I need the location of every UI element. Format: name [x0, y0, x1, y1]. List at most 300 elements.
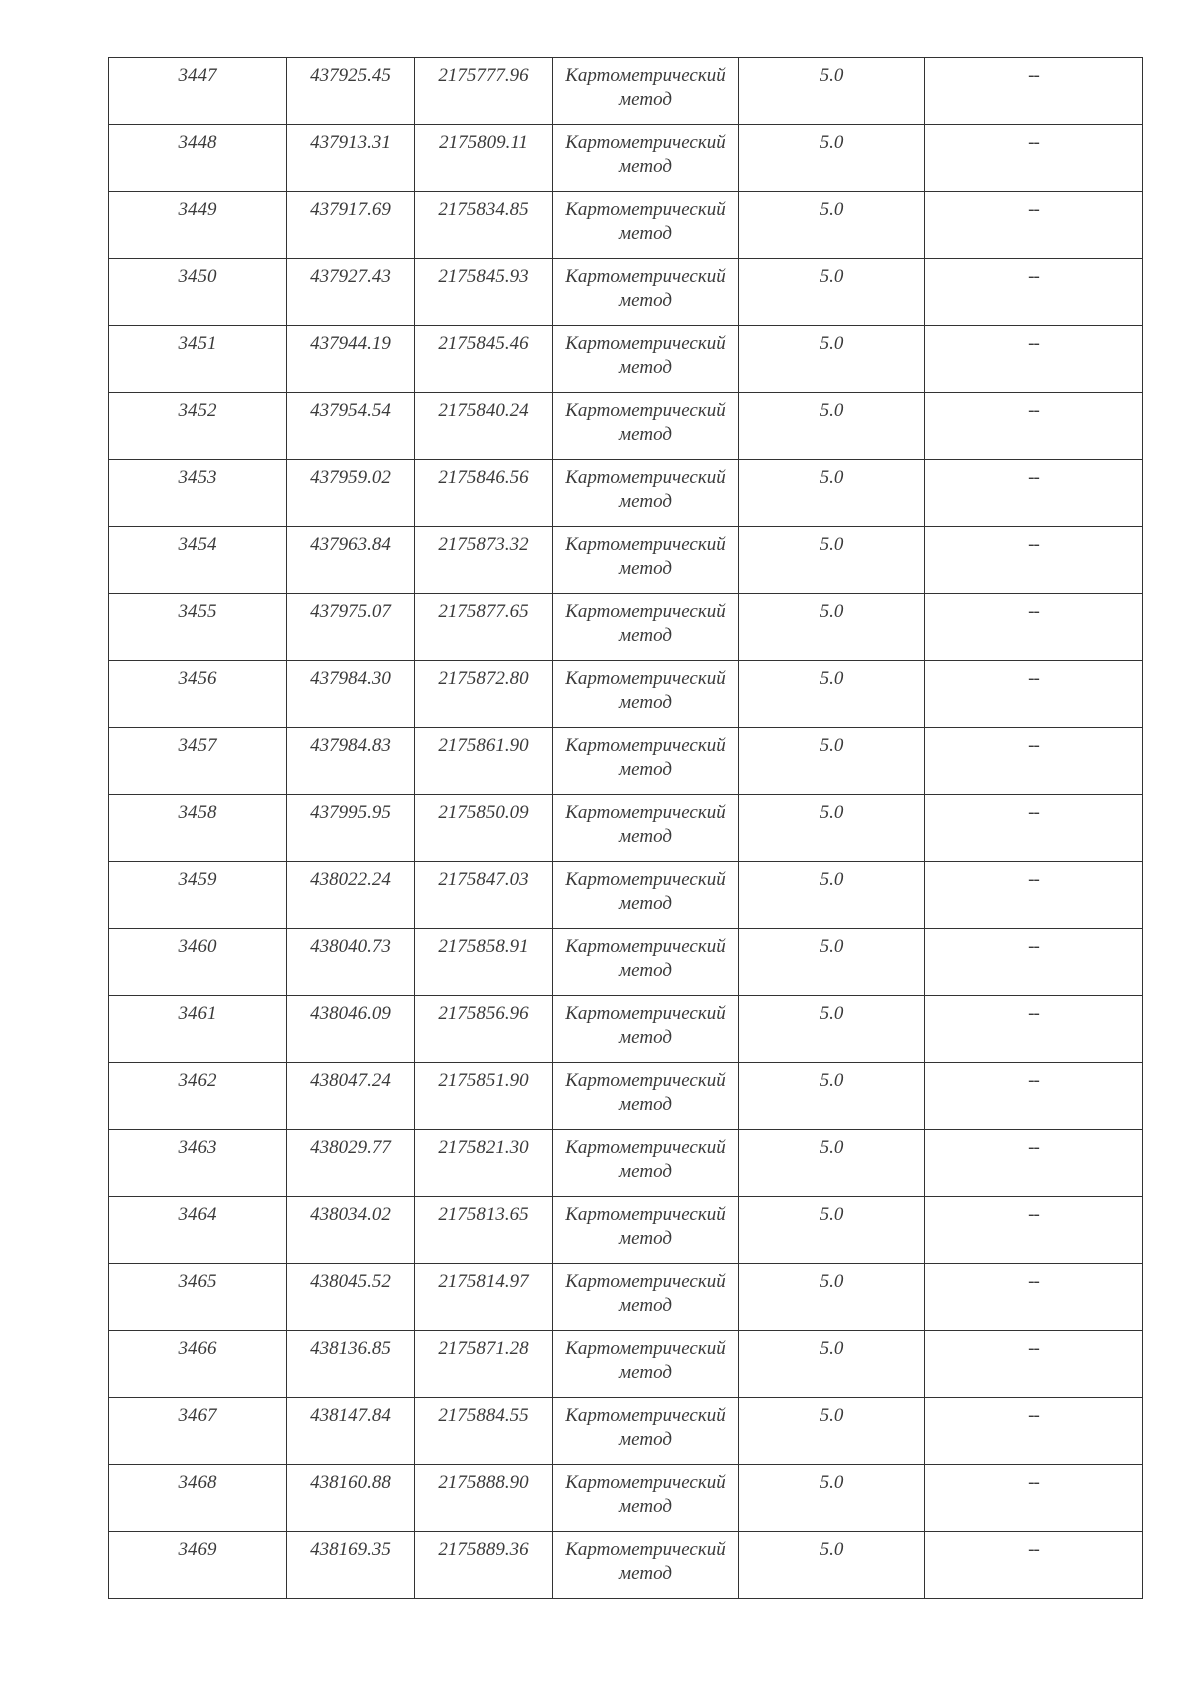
point-number-cell: [109, 125, 287, 192]
x-coordinate-cell: [287, 1063, 415, 1130]
accuracy-cell: [739, 795, 925, 862]
method-cell: [553, 58, 739, 125]
x-coordinate-cell: [287, 259, 415, 326]
table-row: [109, 527, 1143, 594]
method-line-1: Картометрический: [565, 534, 726, 555]
point-number: 3466: [178, 1338, 217, 1359]
y-coordinate-cell: [415, 393, 553, 460]
accuracy-cell: [739, 1398, 925, 1465]
remark-value: --: [1028, 1070, 1039, 1091]
y-coordinate-cell: [415, 1130, 553, 1197]
method-cell: [553, 393, 739, 460]
y-coordinate: 2175888.90: [438, 1472, 529, 1493]
x-coordinate-cell: [287, 862, 415, 929]
y-coordinate: 2175861.90: [438, 735, 529, 756]
x-coordinate-cell: [287, 1465, 415, 1532]
method-cell: [553, 1398, 739, 1465]
point-number: 3468: [178, 1472, 217, 1493]
point-number-cell: [109, 661, 287, 728]
point-number: 3469: [178, 1539, 217, 1560]
method-cell: [553, 1130, 739, 1197]
point-number-cell: [109, 795, 287, 862]
x-coordinate: 437995.95: [310, 802, 391, 823]
table-row: [109, 326, 1143, 393]
remark-cell: [925, 661, 1143, 728]
y-coordinate-cell: [415, 1398, 553, 1465]
remark-value: --: [1028, 266, 1039, 287]
method-cell: [553, 1331, 739, 1398]
x-coordinate-cell: [287, 527, 415, 594]
x-coordinate-cell: [287, 460, 415, 527]
x-coordinate: 437927.43: [310, 266, 391, 287]
method-cell: [553, 1197, 739, 1264]
x-coordinate-cell: [287, 929, 415, 996]
x-coordinate: 437984.83: [310, 735, 391, 756]
y-coordinate-cell: [415, 1465, 553, 1532]
x-coordinate-cell: [287, 393, 415, 460]
method-line-2: метод: [619, 1563, 672, 1584]
remark-cell: [925, 862, 1143, 929]
accuracy-value: 5.0: [819, 1204, 844, 1225]
point-number: 3457: [178, 735, 217, 756]
accuracy-value: 5.0: [819, 199, 844, 220]
remark-cell: [925, 125, 1143, 192]
accuracy-cell: [739, 594, 925, 661]
x-coordinate-cell: [287, 1264, 415, 1331]
x-coordinate: 438169.35: [310, 1539, 391, 1560]
remark-cell: [925, 728, 1143, 795]
y-coordinate: 2175873.32: [438, 534, 529, 555]
accuracy-value: 5.0: [819, 668, 844, 689]
y-coordinate: 2175856.96: [438, 1003, 529, 1024]
accuracy-cell: [739, 326, 925, 393]
table-row: [109, 1197, 1143, 1264]
remark-cell: [925, 1465, 1143, 1532]
y-coordinate-cell: [415, 259, 553, 326]
accuracy-cell: [739, 1197, 925, 1264]
point-number-cell: [109, 862, 287, 929]
method-line-2: метод: [619, 759, 672, 780]
point-number-cell: [109, 1264, 287, 1331]
x-coordinate: 437925.45: [310, 65, 391, 86]
y-coordinate: 2175889.36: [438, 1539, 529, 1560]
method-line-2: метод: [619, 1429, 672, 1450]
y-coordinate-cell: [415, 862, 553, 929]
x-coordinate-cell: [287, 1197, 415, 1264]
y-coordinate: 2175846.56: [438, 467, 529, 488]
y-coordinate-cell: [415, 1331, 553, 1398]
y-coordinate: 2175877.65: [438, 601, 529, 622]
accuracy-value: 5.0: [819, 1271, 844, 1292]
x-coordinate-cell: [287, 728, 415, 795]
x-coordinate-cell: [287, 326, 415, 393]
method-line-2: метод: [619, 89, 672, 110]
x-coordinate: 437975.07: [310, 601, 391, 622]
remark-cell: [925, 795, 1143, 862]
accuracy-cell: [739, 1264, 925, 1331]
point-number: 3450: [178, 266, 217, 287]
accuracy-cell: [739, 259, 925, 326]
x-coordinate: 438160.88: [310, 1472, 391, 1493]
accuracy-cell: [739, 527, 925, 594]
y-coordinate-cell: [415, 527, 553, 594]
x-coordinate-cell: [287, 661, 415, 728]
method-cell: [553, 125, 739, 192]
table-row: [109, 661, 1143, 728]
point-number: 3458: [178, 802, 217, 823]
y-coordinate-cell: [415, 728, 553, 795]
y-coordinate-cell: [415, 795, 553, 862]
accuracy-cell: [739, 929, 925, 996]
point-number: 3451: [178, 333, 217, 354]
remark-value: --: [1028, 333, 1039, 354]
accuracy-value: 5.0: [819, 869, 844, 890]
accuracy-cell: [739, 661, 925, 728]
method-cell: [553, 326, 739, 393]
method-cell: [553, 259, 739, 326]
remark-cell: [925, 192, 1143, 259]
method-line-1: Картометрический: [565, 1070, 726, 1091]
accuracy-value: 5.0: [819, 1472, 844, 1493]
accuracy-value: 5.0: [819, 1405, 844, 1426]
method-line-1: Картометрический: [565, 1003, 726, 1024]
method-line-1: Картометрический: [565, 333, 726, 354]
x-coordinate-cell: [287, 1331, 415, 1398]
remark-cell: [925, 326, 1143, 393]
remark-cell: [925, 1063, 1143, 1130]
accuracy-cell: [739, 1130, 925, 1197]
x-coordinate-cell: [287, 58, 415, 125]
remark-value: --: [1028, 1271, 1039, 1292]
y-coordinate: 2175821.30: [438, 1137, 529, 1158]
point-number-cell: [109, 259, 287, 326]
method-line-2: метод: [619, 692, 672, 713]
method-line-2: метод: [619, 424, 672, 445]
remark-cell: [925, 393, 1143, 460]
remark-value: --: [1028, 668, 1039, 689]
x-coordinate: 437984.30: [310, 668, 391, 689]
y-coordinate-cell: [415, 1197, 553, 1264]
point-number-cell: [109, 728, 287, 795]
method-line-1: Картометрический: [565, 601, 726, 622]
accuracy-value: 5.0: [819, 132, 844, 153]
point-number-cell: [109, 929, 287, 996]
point-number: 3452: [178, 400, 217, 421]
method-cell: [553, 192, 739, 259]
remark-cell: [925, 1532, 1143, 1599]
point-number: 3449: [178, 199, 217, 220]
y-coordinate: 2175777.96: [438, 65, 529, 86]
table-row: [109, 862, 1143, 929]
method-line-2: метод: [619, 625, 672, 646]
remark-cell: [925, 1398, 1143, 1465]
remark-value: --: [1028, 1539, 1039, 1560]
accuracy-cell: [739, 1465, 925, 1532]
remark-value: --: [1028, 869, 1039, 890]
y-coordinate-cell: [415, 125, 553, 192]
method-cell: [553, 527, 739, 594]
accuracy-value: 5.0: [819, 400, 844, 421]
remark-value: --: [1028, 1003, 1039, 1024]
y-coordinate-cell: [415, 460, 553, 527]
method-line-1: Картометрический: [565, 1137, 726, 1158]
remark-value: --: [1028, 199, 1039, 220]
remark-value: --: [1028, 802, 1039, 823]
coordinates-table-body: [109, 58, 1143, 1599]
method-cell: [553, 1465, 739, 1532]
accuracy-value: 5.0: [819, 534, 844, 555]
method-line-1: Картометрический: [565, 869, 726, 890]
x-coordinate-cell: [287, 1398, 415, 1465]
table-row: [109, 1465, 1143, 1532]
y-coordinate: 2175809.11: [439, 132, 528, 153]
y-coordinate: 2175850.09: [438, 802, 529, 823]
x-coordinate: 438045.52: [310, 1271, 391, 1292]
table-row: [109, 1532, 1143, 1599]
x-coordinate-cell: [287, 795, 415, 862]
table-row: [109, 393, 1143, 460]
remark-cell: [925, 1130, 1143, 1197]
table-row: [109, 795, 1143, 862]
method-line-1: Картометрический: [565, 1271, 726, 1292]
method-line-2: метод: [619, 491, 672, 512]
table-row: [109, 728, 1143, 795]
method-cell: [553, 1264, 739, 1331]
point-number-cell: [109, 1532, 287, 1599]
point-number: 3463: [178, 1137, 217, 1158]
point-number: 3461: [178, 1003, 217, 1024]
accuracy-value: 5.0: [819, 802, 844, 823]
method-cell: [553, 460, 739, 527]
method-line-1: Картометрический: [565, 802, 726, 823]
x-coordinate: 437959.02: [310, 467, 391, 488]
method-cell: [553, 862, 739, 929]
point-number-cell: [109, 1465, 287, 1532]
point-number: 3465: [178, 1271, 217, 1292]
table-row: [109, 192, 1143, 259]
table-row: [109, 259, 1143, 326]
accuracy-value: 5.0: [819, 467, 844, 488]
accuracy-value: 5.0: [819, 1070, 844, 1091]
remark-value: --: [1028, 1204, 1039, 1225]
remark-value: --: [1028, 400, 1039, 421]
remark-value: --: [1028, 65, 1039, 86]
remark-value: --: [1028, 467, 1039, 488]
method-line-1: Картометрический: [565, 65, 726, 86]
accuracy-cell: [739, 1063, 925, 1130]
x-coordinate-cell: [287, 192, 415, 259]
x-coordinate: 438046.09: [310, 1003, 391, 1024]
y-coordinate: 2175845.46: [438, 333, 529, 354]
point-number-cell: [109, 1197, 287, 1264]
method-line-2: метод: [619, 1295, 672, 1316]
x-coordinate-cell: [287, 594, 415, 661]
method-line-1: Картометрический: [565, 1338, 726, 1359]
method-cell: [553, 929, 739, 996]
y-coordinate-cell: [415, 929, 553, 996]
remark-cell: [925, 259, 1143, 326]
method-line-2: метод: [619, 223, 672, 244]
y-coordinate: 2175840.24: [438, 400, 529, 421]
remark-value: --: [1028, 1137, 1039, 1158]
point-number: 3456: [178, 668, 217, 689]
accuracy-cell: [739, 1331, 925, 1398]
y-coordinate: 2175884.55: [438, 1405, 529, 1426]
x-coordinate: 437963.84: [310, 534, 391, 555]
y-coordinate: 2175872.80: [438, 668, 529, 689]
method-line-2: метод: [619, 1228, 672, 1249]
accuracy-cell: [739, 393, 925, 460]
y-coordinate: 2175851.90: [438, 1070, 529, 1091]
remark-value: --: [1028, 936, 1039, 957]
method-line-2: метод: [619, 357, 672, 378]
accuracy-cell: [739, 460, 925, 527]
method-line-2: метод: [619, 1027, 672, 1048]
x-coordinate: 437913.31: [310, 132, 391, 153]
method-cell: [553, 1063, 739, 1130]
method-line-1: Картометрический: [565, 735, 726, 756]
point-number: 3459: [178, 869, 217, 890]
point-number-cell: [109, 1130, 287, 1197]
method-cell: [553, 1532, 739, 1599]
point-number: 3447: [178, 65, 217, 86]
remark-value: --: [1028, 534, 1039, 555]
x-coordinate-cell: [287, 996, 415, 1063]
remark-cell: [925, 58, 1143, 125]
method-cell: [553, 795, 739, 862]
point-number: 3464: [178, 1204, 217, 1225]
method-cell: [553, 661, 739, 728]
method-line-1: Картометрический: [565, 936, 726, 957]
remark-value: --: [1028, 132, 1039, 153]
table-row: [109, 996, 1143, 1063]
accuracy-value: 5.0: [819, 601, 844, 622]
table-row: [109, 1264, 1143, 1331]
x-coordinate: 438040.73: [310, 936, 391, 957]
accuracy-value: 5.0: [819, 735, 844, 756]
remark-value: --: [1028, 1405, 1039, 1426]
table-row: [109, 1130, 1143, 1197]
remark-value: --: [1028, 1338, 1039, 1359]
accuracy-value: 5.0: [819, 936, 844, 957]
method-line-2: метод: [619, 156, 672, 177]
table-row: [109, 1398, 1143, 1465]
remark-cell: [925, 594, 1143, 661]
x-coordinate: 438022.24: [310, 869, 391, 890]
point-number: 3462: [178, 1070, 217, 1091]
y-coordinate-cell: [415, 661, 553, 728]
y-coordinate-cell: [415, 594, 553, 661]
accuracy-cell: [739, 192, 925, 259]
accuracy-cell: [739, 862, 925, 929]
x-coordinate: 437944.19: [310, 333, 391, 354]
method-line-2: метод: [619, 960, 672, 981]
remark-cell: [925, 1197, 1143, 1264]
accuracy-value: 5.0: [819, 333, 844, 354]
x-coordinate: 438034.02: [310, 1204, 391, 1225]
accuracy-value: 5.0: [819, 1003, 844, 1024]
point-number-cell: [109, 58, 287, 125]
table-row: [109, 594, 1143, 661]
table-row: [109, 125, 1143, 192]
point-number: 3448: [178, 132, 217, 153]
y-coordinate-cell: [415, 1264, 553, 1331]
method-line-1: Картометрический: [565, 1204, 726, 1225]
point-number-cell: [109, 460, 287, 527]
x-coordinate: 438029.77: [310, 1137, 391, 1158]
remark-cell: [925, 527, 1143, 594]
remark-value: --: [1028, 1472, 1039, 1493]
accuracy-cell: [739, 728, 925, 795]
point-number-cell: [109, 393, 287, 460]
point-number: 3467: [178, 1405, 217, 1426]
method-line-2: метод: [619, 1362, 672, 1383]
table-row: [109, 929, 1143, 996]
point-number-cell: [109, 594, 287, 661]
x-coordinate: 438147.84: [310, 1405, 391, 1426]
y-coordinate-cell: [415, 58, 553, 125]
y-coordinate: 2175814.97: [438, 1271, 529, 1292]
method-line-1: Картометрический: [565, 400, 726, 421]
y-coordinate: 2175845.93: [438, 266, 529, 287]
y-coordinate: 2175813.65: [438, 1204, 529, 1225]
table-row: [109, 1063, 1143, 1130]
point-number: 3453: [178, 467, 217, 488]
method-cell: [553, 728, 739, 795]
accuracy-cell: [739, 996, 925, 1063]
method-line-2: метод: [619, 1496, 672, 1517]
method-line-2: метод: [619, 826, 672, 847]
remark-cell: [925, 1331, 1143, 1398]
method-line-1: Картометрический: [565, 199, 726, 220]
accuracy-value: 5.0: [819, 65, 844, 86]
point-number-cell: [109, 326, 287, 393]
remark-value: --: [1028, 735, 1039, 756]
method-line-2: метод: [619, 893, 672, 914]
y-coordinate-cell: [415, 1063, 553, 1130]
accuracy-cell: [739, 125, 925, 192]
accuracy-value: 5.0: [819, 1137, 844, 1158]
remark-value: --: [1028, 601, 1039, 622]
coordinates-table: [108, 57, 1143, 1599]
method-line-1: Картометрический: [565, 467, 726, 488]
method-line-2: метод: [619, 1161, 672, 1182]
table-row: [109, 58, 1143, 125]
point-number-cell: [109, 527, 287, 594]
accuracy-value: 5.0: [819, 1539, 844, 1560]
method-cell: [553, 996, 739, 1063]
method-line-1: Картометрический: [565, 266, 726, 287]
x-coordinate-cell: [287, 125, 415, 192]
remark-cell: [925, 996, 1143, 1063]
point-number-cell: [109, 996, 287, 1063]
y-coordinate: 2175847.03: [438, 869, 529, 890]
point-number: 3454: [178, 534, 217, 555]
accuracy-value: 5.0: [819, 1338, 844, 1359]
y-coordinate-cell: [415, 1532, 553, 1599]
y-coordinate-cell: [415, 326, 553, 393]
y-coordinate: 2175871.28: [438, 1338, 529, 1359]
method-line-2: метод: [619, 290, 672, 311]
point-number-cell: [109, 1063, 287, 1130]
y-coordinate: 2175834.85: [438, 199, 529, 220]
method-line-2: метод: [619, 558, 672, 579]
method-line-1: Картометрический: [565, 1405, 726, 1426]
y-coordinate-cell: [415, 996, 553, 1063]
method-cell: [553, 594, 739, 661]
method-line-1: Картометрический: [565, 668, 726, 689]
x-coordinate: 437917.69: [310, 199, 391, 220]
